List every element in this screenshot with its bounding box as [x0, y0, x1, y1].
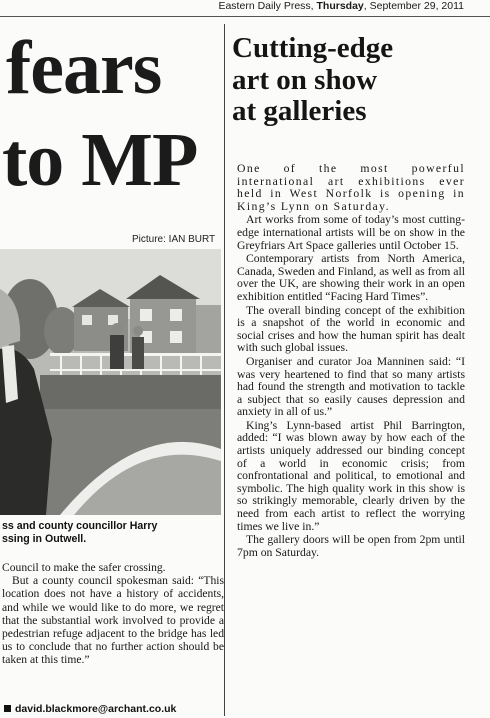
caption-line-2: ssing in Outwell.	[2, 533, 87, 545]
header-rule	[0, 16, 490, 17]
paper-name: Eastern Daily Press,	[218, 0, 314, 12]
article-paragraph: The gallery doors will be open from 2pm until 7pm on Saturday.	[237, 533, 465, 559]
article-paragraph: Organiser and curator Joa Manninen said: “I was very heartened to find that so many artists had found the strength and motivation to tackle a subject that so easily causes depression and anxiety in all of us.”	[237, 354, 465, 419]
left-article-body	[2, 561, 224, 667]
left-paragraph: Council to make the safer crossing.	[2, 561, 166, 574]
right-article-body	[237, 163, 465, 560]
photo-caption	[2, 520, 222, 546]
article-paragraph: King’s Lynn-based artist Phil Barrington, added: “I was blown away by how each of the artists uniquely addressed our binding concept of a world in economic crisis; from confrontational and political, to emotional and symbolic. The high quality work in this show is so strikingly memorable, clearly driven by the need from each artist to reflect the worrying times we live in.”	[237, 418, 465, 533]
headline-line-2: art on show	[232, 63, 378, 96]
article-paragraph: The overall binding concept of the exhibition is a snapshot of the world in economic and social crises and how the human spirit has dealt with such global issues.	[237, 303, 465, 355]
right-headline	[232, 33, 482, 128]
article-paragraph: Contemporary artists from North America, Canada, Sweden and Finland, as well as from all over the UK, are showing their work in an open exhibition entitled “Facing Hard Times”.	[237, 252, 465, 303]
left-headline-line-2: to MP	[2, 118, 198, 202]
article-paragraph: One of the most powerful international art exhibitions ever held in West Norfolk is opening in King’s Lynn on Saturday.	[237, 162, 465, 213]
bullet-square-icon	[4, 705, 11, 712]
left-headline-line-1: fears	[6, 26, 162, 110]
left-paragraph: But a county council spokesman said: “This location does not have a history of accidents, and while we would like to do more, we regret that the substantial work involved to provide a pedestrian refuge adjacent to the bridge has led us to conclude that no further action should be taken at this time.”	[2, 574, 224, 667]
news-photo	[0, 249, 221, 515]
publication-day: Thursday	[316, 0, 364, 12]
author-email[interactable]	[4, 703, 176, 715]
email-text: david.blackmore@archant.co.uk	[15, 703, 177, 715]
newspaper-header	[218, 0, 464, 14]
article-paragraph: Art works from some of today’s most cutting-edge international artists will be on show in the Greyfriars Art Space galleries until October 15.	[237, 213, 465, 252]
headline-line-3: at galleries	[232, 95, 367, 127]
headline-line-1: Cutting-edge	[232, 32, 394, 64]
photo-credit: Picture: IAN BURT	[132, 234, 216, 245]
caption-line-1: ss and county councillor Harry	[2, 520, 158, 532]
column-divider	[224, 24, 225, 716]
publication-date: , September 29, 2011	[363, 0, 464, 12]
